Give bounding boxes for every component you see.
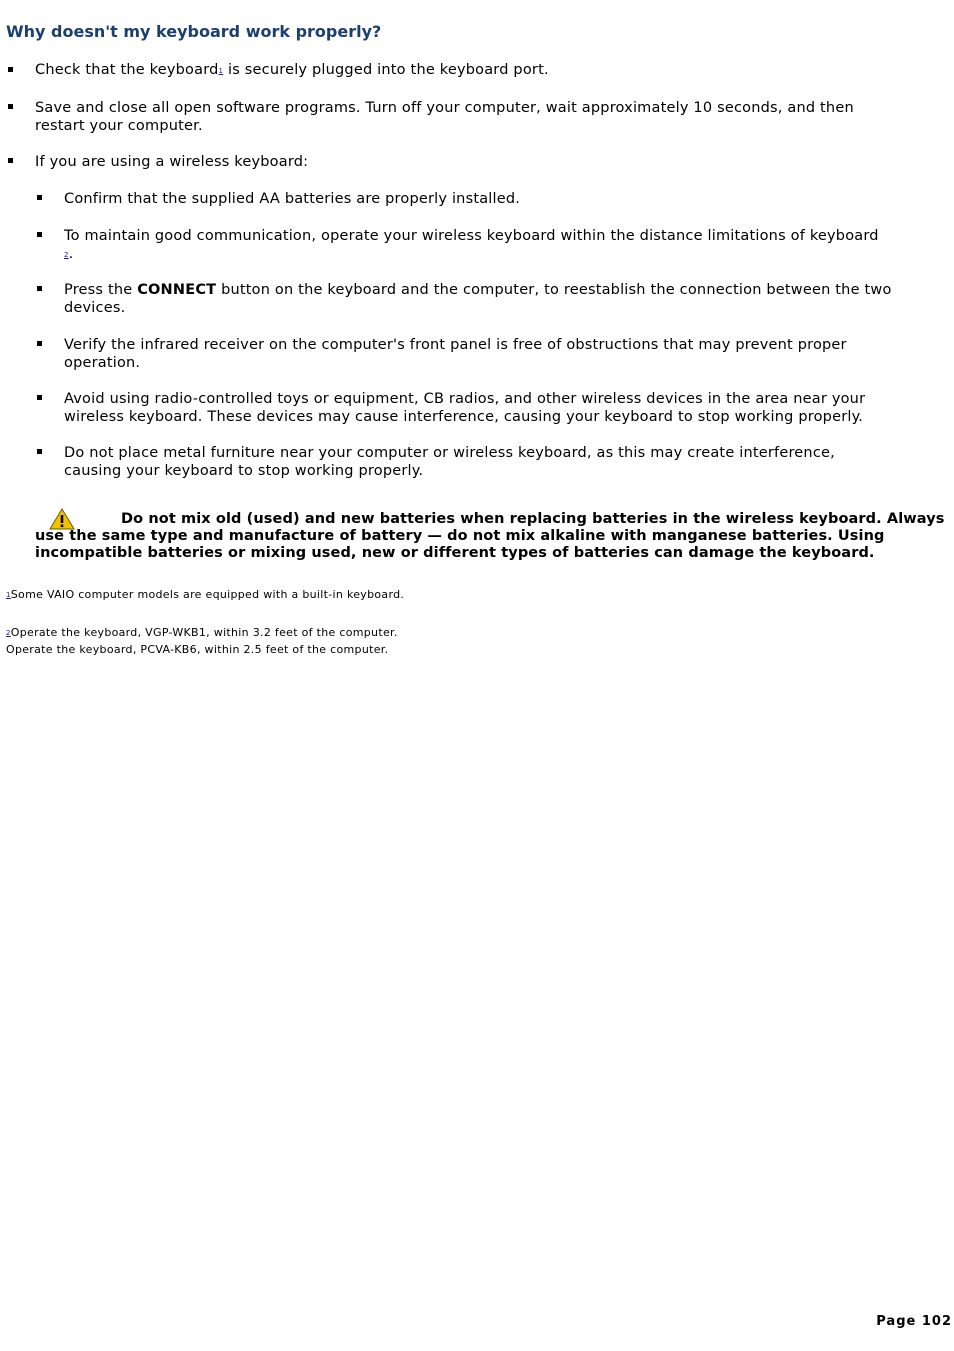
sub-list-item <box>64 281 894 317</box>
item-text: is securely plugged into the keyboard port. <box>223 62 549 78</box>
item-text: Press the <box>64 282 138 298</box>
sub-list-item: Avoid using radio-controlled toys or equipment, CB radios, and other wireless devices in the area near your wireless keyboard. These devices may cause interference, causing your keyboard to stop working properly. <box>64 391 866 425</box>
sub-list-item: Do not place metal furniture near your computer or wireless keyboard, as this may create interference, causing your keyboard to stop working properly. <box>64 445 835 479</box>
footnote-1 <box>6 587 404 604</box>
item-text: . <box>68 246 74 262</box>
item-text: Check that the keyboard <box>35 62 219 78</box>
footnote-anchor-1[interactable]: 1 <box>6 591 11 599</box>
footnote-text: Operate the keyboard, VGP-WKB1, within 3.2 feet of the computer. <box>10 626 398 639</box>
footnote-anchor-2[interactable]: 2 <box>6 629 11 637</box>
bullet-marker <box>37 195 42 200</box>
list-item: Save and close all open software programs. Turn off your computer, wait approximately 10 seconds, and then restart your computer. <box>35 100 854 134</box>
footnote-text: Some VAIO computer models are equipped with a built-in keyboard. <box>10 588 405 601</box>
bullet-marker <box>37 395 42 400</box>
page-title: Why doesn't my keyboard work properly? <box>6 22 382 41</box>
warning-text: Do not mix old (used) and new batteries when replacing batteries in the wireless keyboard. Always use the same type and manufacture of battery — do not mix alkaline with manganese batteries. Using incompatible batteries or mixing used, new or different types of batteries can damage the keyboard. <box>35 511 945 561</box>
footnote-link-2[interactable]: 2 <box>64 251 69 259</box>
footnote-2 <box>6 625 398 657</box>
item-text: button on the keyboard and the computer, to reestablish the connection between the two devices. <box>64 282 892 316</box>
bullet-marker <box>37 286 42 291</box>
sub-list-item: Verify the infrared receiver on the computer's front panel is free of obstructions that may prevent proper operation. <box>64 337 847 371</box>
connect-label: CONNECT <box>137 282 217 298</box>
bullet-marker <box>37 232 42 237</box>
sub-list-item <box>64 227 944 265</box>
bullet-marker <box>37 449 42 454</box>
bullet-marker <box>8 67 13 72</box>
footnote-text: Operate the keyboard, PCVA-KB6, within 2.5 feet of the computer. <box>6 643 389 656</box>
bullet-marker <box>37 341 42 346</box>
bullet-marker <box>8 104 13 109</box>
footnote-link-1[interactable]: 1 <box>218 67 224 75</box>
list-item <box>35 61 935 81</box>
warning-message <box>35 511 950 562</box>
sub-list-item: Confirm that the supplied AA batteries are properly installed. <box>64 191 521 207</box>
list-item: If you are using a wireless keyboard: <box>35 154 309 170</box>
item-text: To maintain good communication, operate your wireless keyboard within the distance limitations of keyboard <box>64 228 879 244</box>
bullet-marker <box>8 158 13 163</box>
page-number: Page 102 <box>876 1314 952 1329</box>
